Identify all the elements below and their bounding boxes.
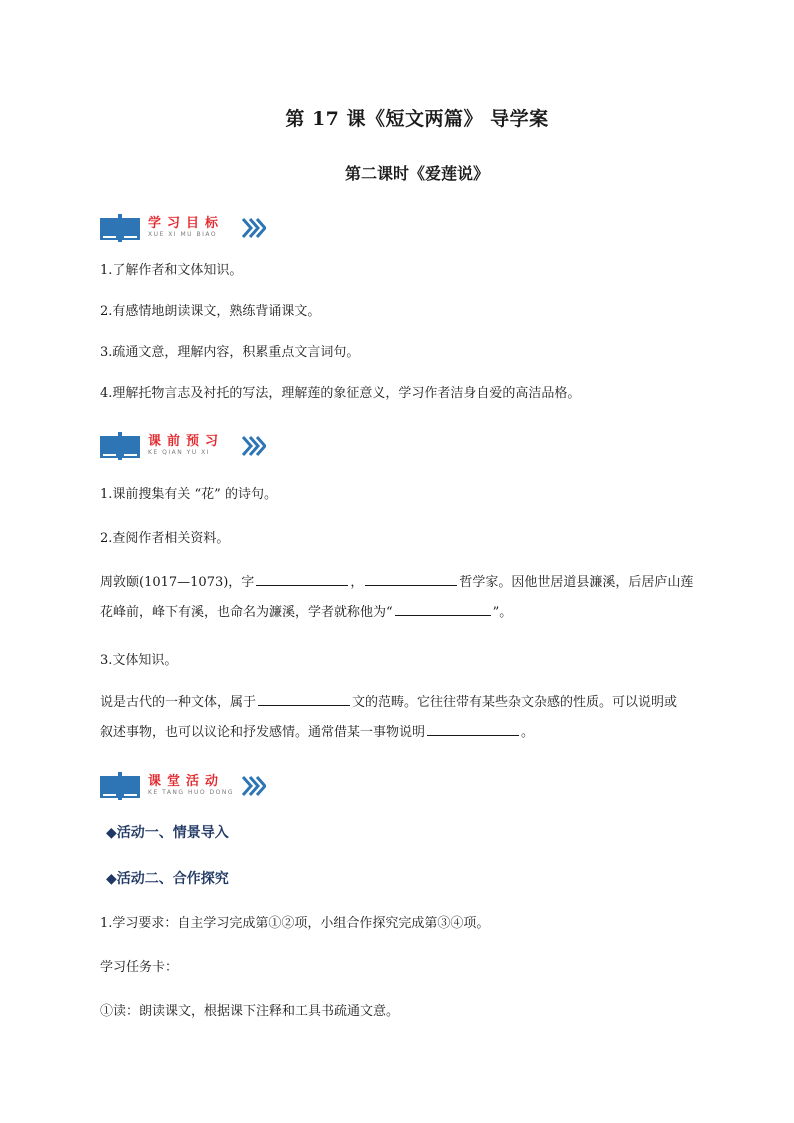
genre-paragraph	[100, 688, 720, 748]
goal-item-2: 2.有感情地朗读课文，熟练背诵课文。	[100, 304, 321, 319]
section-title: 课前预习	[148, 434, 225, 449]
genre-text: 。	[521, 725, 535, 740]
page-subtitle: 第二课时《爱莲说》	[344, 164, 489, 183]
section-header-activity	[100, 770, 300, 804]
task-read: ①读：朗读课文，根据课下注释和工具书疏通文意。	[100, 1004, 400, 1019]
study-requirement: 1.学习要求：自主学习完成第①②项，小组合作探究完成第③④项。	[100, 916, 490, 931]
section-pinyin: KE QIAN YU XI	[148, 449, 210, 456]
double-chevron-icon	[240, 434, 266, 458]
author-text: 周敦颐(1017—1073)，字	[100, 575, 255, 590]
open-book-icon	[100, 432, 140, 460]
goal-item-3: 3.疏通文意，理解内容，积累重点文言词句。	[100, 345, 360, 360]
activity-two-heading: ◆活动二、合作探究	[106, 871, 229, 887]
preview-item-1: 1.课前搜集有关 “花” 的诗句。	[100, 487, 277, 502]
fill-blank[interactable]	[258, 691, 350, 706]
author-text: 花峰前，峰下有溪，也命名为濂溪，学者就称他为“	[100, 605, 393, 620]
open-book-icon	[100, 772, 140, 800]
section-title: 学习目标	[148, 216, 225, 231]
section-header-goals	[100, 212, 300, 246]
goal-item-1: 1.了解作者和文体知识。	[100, 263, 243, 278]
author-text: 哲学家。因他世居道县濂溪，后居庐山莲	[459, 575, 694, 590]
fill-blank[interactable]	[395, 601, 491, 616]
author-paragraph	[100, 568, 720, 628]
section-header-preview	[100, 430, 300, 464]
task-card-label: 学习任务卡：	[100, 960, 179, 975]
fill-blank[interactable]	[427, 721, 519, 736]
author-text: ，	[350, 575, 364, 590]
preview-item-2: 2.查阅作者相关资料。	[100, 531, 230, 546]
activity-one-heading: ◆活动一、情景导入	[106, 825, 229, 841]
double-chevron-icon	[240, 216, 266, 240]
section-title: 课堂活动	[148, 774, 225, 789]
page-title: 第 17 课《短文两篇》 导学案	[285, 108, 549, 130]
section-pinyin: KE TANG HUO DONG	[148, 789, 234, 796]
preview-item-3: 3.文体知识。	[100, 653, 178, 668]
open-book-icon	[100, 214, 140, 242]
genre-text: 文的范畴。它往往带有某些杂文杂感的性质。可以说明或	[352, 695, 678, 710]
fill-blank[interactable]	[256, 571, 348, 586]
genre-text: 叙述事物，也可以议论和抒发感情。通常借某一事物说明	[100, 725, 426, 740]
genre-text: 说是古代的一种文体，属于	[100, 695, 257, 710]
goal-item-4: 4.理解托物言志及衬托的写法，理解莲的象征意义，学习作者洁身自爱的高洁品格。	[100, 386, 581, 401]
fill-blank[interactable]	[365, 571, 457, 586]
double-chevron-icon	[240, 774, 266, 798]
section-pinyin: XUE XI MU BIAO	[148, 231, 218, 238]
author-text: ”。	[492, 605, 513, 620]
